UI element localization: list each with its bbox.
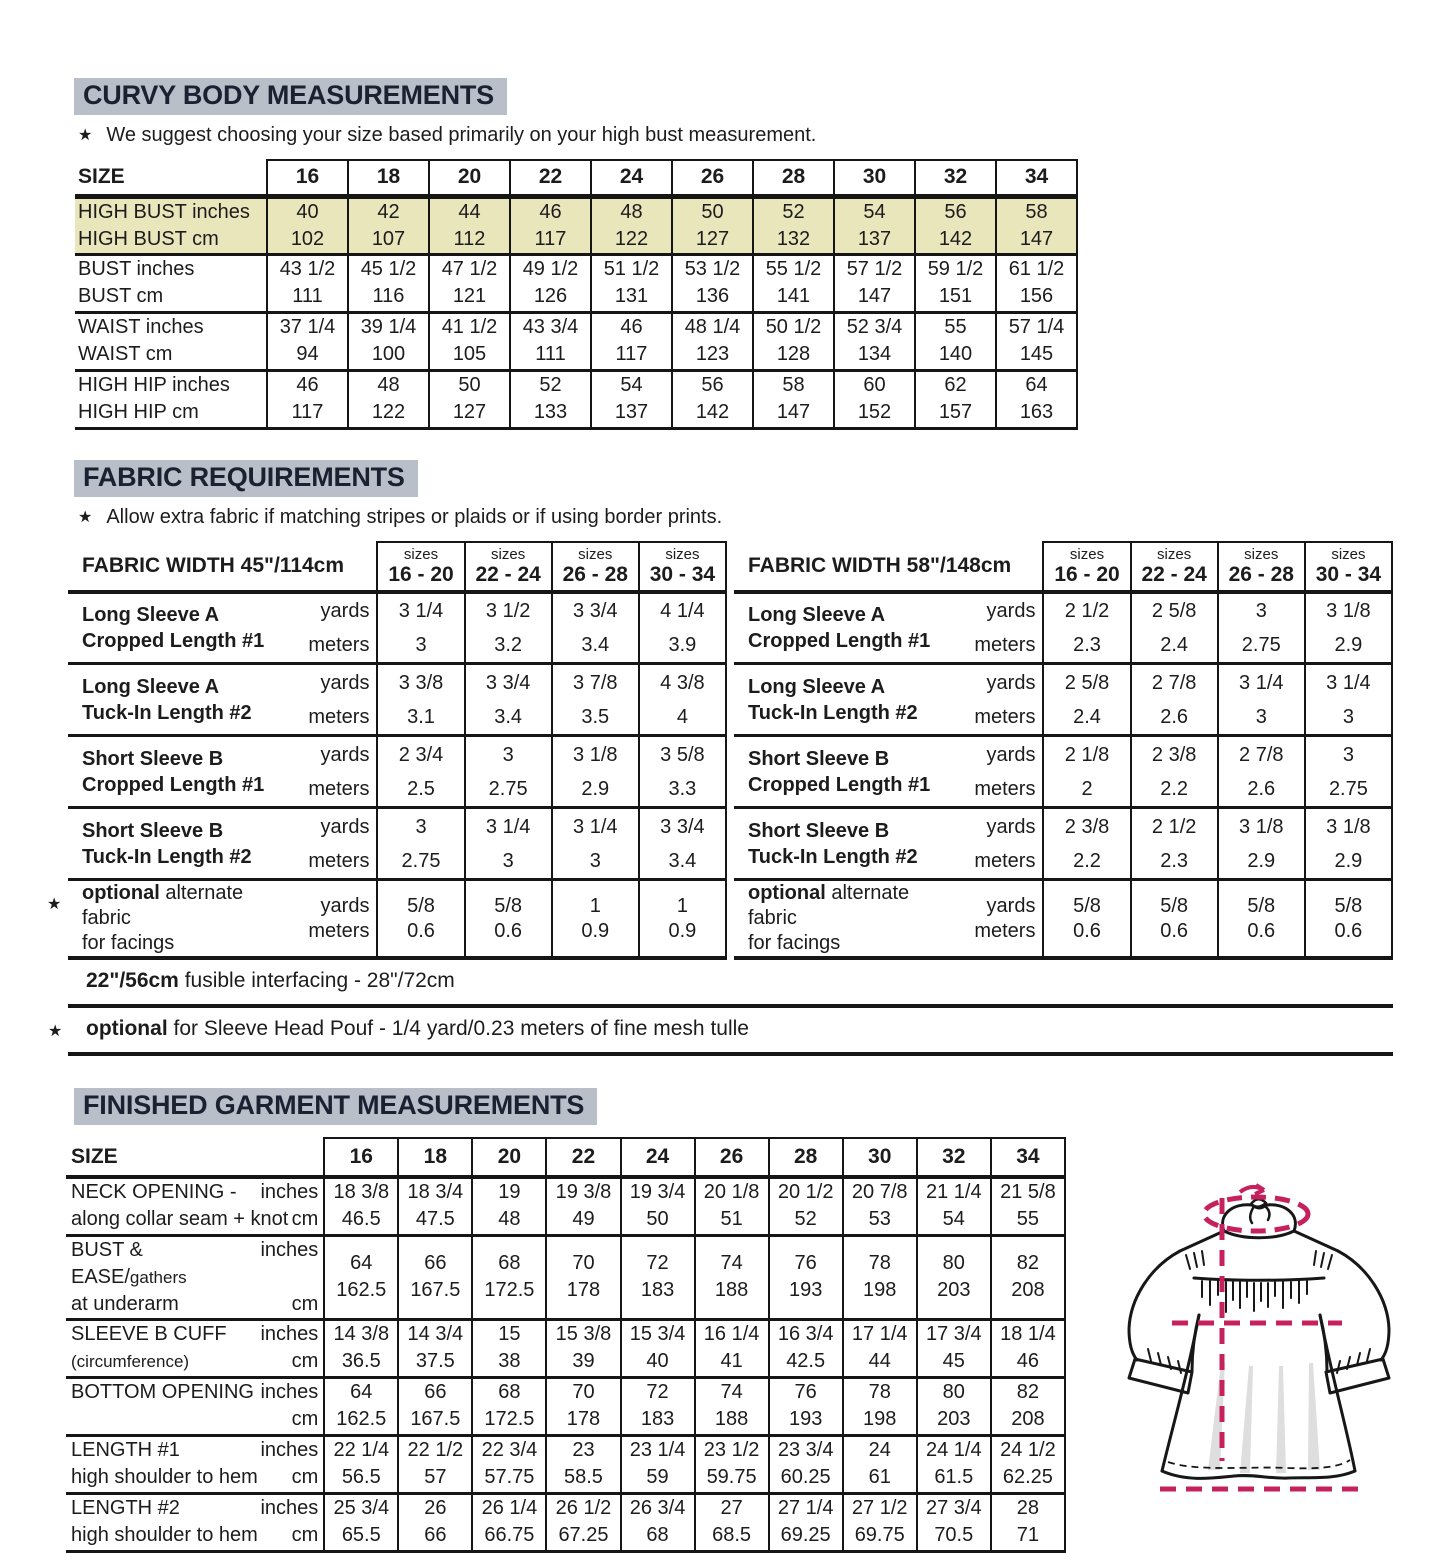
measurement-value: 17 3/4 45	[917, 1319, 991, 1377]
units-label: yards meters	[962, 808, 1043, 880]
yardage-value: 5/8 0.6	[465, 880, 552, 959]
section-title-finished-measurements: FINISHED GARMENT MEASUREMENTS	[74, 1088, 597, 1125]
fabric-requirement-row	[734, 664, 1392, 736]
body-measurement-row	[75, 254, 1077, 312]
size-column-header: 30	[843, 1138, 917, 1177]
units-label: yards meters	[962, 880, 1043, 959]
measurement-value: 78 198	[843, 1377, 917, 1435]
measurement-value: 62 157	[915, 370, 996, 428]
fabric-table	[47, 541, 727, 961]
fabric-requirement-row	[68, 736, 726, 808]
measurement-value: 23 58.5	[546, 1435, 620, 1493]
yardage-value: 2 7/8 2.6	[1131, 664, 1218, 736]
measurement-value: 76 193	[769, 1235, 843, 1319]
measurement-value: 68 172.5	[472, 1235, 546, 1319]
measurement-value: 21 5/8 55	[991, 1177, 1065, 1235]
fabric-row-label: Short Sleeve B Tuck-In Length #2	[68, 808, 296, 880]
measurement-value: 48 122	[348, 370, 429, 428]
pleat-shading	[1208, 1363, 1320, 1473]
yardage-value: 5/8 0.6	[1218, 880, 1305, 959]
measurement-value: 18 1/4 46	[991, 1319, 1065, 1377]
measurement-value: 61 1/2 156	[996, 254, 1077, 312]
unit-label: cm	[291, 1466, 319, 1488]
gather-marks	[1148, 1251, 1370, 1373]
size-column-header: 20	[429, 160, 510, 196]
measurement-value: 64 162.5	[324, 1377, 398, 1435]
yardage-value: 3 1/8 2.9	[552, 736, 639, 808]
measurement-value: 52 132	[753, 196, 834, 254]
measurement-value: 23 1/2 59.75	[695, 1435, 769, 1493]
tulle-note-text: for Sleeve Head Pouf - 1/4 yard/0.23 meters of fine mesh tulle	[173, 1017, 749, 1040]
yardage-value: 2 1/2 2.3	[1131, 808, 1218, 880]
size-label: SIZE	[66, 1138, 324, 1177]
measurement-value: 27 1/4 69.25	[769, 1493, 843, 1551]
measurement-value: 59 1/2 151	[915, 254, 996, 312]
yardage-value: 1 0.9	[552, 880, 639, 959]
fabric-requirement-row	[734, 592, 1392, 664]
yardage-value: 5/8 0.6	[1131, 880, 1218, 959]
measurement-value: 39 1/4 100	[348, 312, 429, 370]
fabric-requirement-row	[734, 808, 1392, 880]
measurement-value: 80 203	[917, 1235, 991, 1319]
measurement-value: 82 208	[991, 1235, 1065, 1319]
fabric-header-row	[734, 542, 1392, 592]
measurement-value: 43 3/4 111	[510, 312, 591, 370]
row-label: LENGTH #2 inches high shoulder to hem cm	[66, 1493, 324, 1551]
measurement-value: 50 1/2 128	[753, 312, 834, 370]
size-header-row	[75, 160, 1077, 196]
measurement-value: 14 3/8 36.5	[324, 1319, 398, 1377]
yardage-value: 3 3/8 3.1	[377, 664, 464, 736]
measurement-value: 52 133	[510, 370, 591, 428]
measurement-value: 48 122	[591, 196, 672, 254]
yardage-value: 3 1/4 3	[1305, 664, 1392, 736]
size-column-header: 34	[991, 1138, 1065, 1177]
unit-label: cm	[291, 1350, 319, 1372]
finished-measurement-row	[66, 1177, 1065, 1235]
measurement-value: 56 142	[915, 196, 996, 254]
measurement-value: 25 3/4 65.5	[324, 1493, 398, 1551]
size-group-header: sizes 16 - 20	[377, 542, 464, 592]
star-icon: ★	[47, 896, 62, 913]
fabric-header-row	[68, 542, 726, 592]
size-column-header: 28	[753, 160, 834, 196]
yardage-value: 3 1/2 3.2	[465, 592, 552, 664]
yardage-value: 3 3/4 3.4	[552, 592, 639, 664]
size-column-header: 24	[621, 1138, 695, 1177]
yardage-value: 5/8 0.6	[1043, 880, 1130, 959]
measurement-value: 78 198	[843, 1235, 917, 1319]
unit-label: inches	[260, 1238, 319, 1261]
yardage-value: 2 3/4 2.5	[377, 736, 464, 808]
optional-fabric-label: ★ optional alternate fabric for facings	[68, 880, 296, 959]
units-label: yards meters	[296, 808, 377, 880]
measurement-value: 16 3/4 42.5	[769, 1319, 843, 1377]
size-group-header: sizes 22 - 24	[1131, 542, 1218, 592]
fabric-tables	[47, 541, 1393, 961]
fabric-row-label: Short Sleeve B Tuck-In Length #2	[734, 808, 962, 880]
measurement-value: 42 107	[348, 196, 429, 254]
measurement-value: 26 1/4 66.75	[472, 1493, 546, 1551]
measurement-value: 16 1/4 41	[695, 1319, 769, 1377]
star-icon: ★	[78, 508, 93, 526]
fabric-width-label: FABRIC WIDTH 45"/114cm	[68, 542, 377, 592]
size-column-header: 20	[472, 1138, 546, 1177]
body-measurement-row	[75, 312, 1077, 370]
fabric-requirement-row	[68, 664, 726, 736]
measurement-value: 54 137	[591, 370, 672, 428]
measurement-value: 26 66	[398, 1493, 472, 1551]
measurement-value: 18 3/4 47.5	[398, 1177, 472, 1235]
fabric-requirement-row	[68, 808, 726, 880]
yardage-value: 2 3/8 2.2	[1043, 808, 1130, 880]
measurement-value: 15 3/8 39	[546, 1319, 620, 1377]
row-label: BOTTOM OPENING inches cm	[66, 1377, 324, 1435]
fabric-tables-block	[47, 541, 1393, 1057]
measurement-value: 53 1/2 136	[672, 254, 753, 312]
measurement-value: 46 117	[591, 312, 672, 370]
yardage-value: 5/8 0.6	[1305, 880, 1392, 959]
measurement-value: 80 203	[917, 1377, 991, 1435]
yardage-value: 3 1/8 2.9	[1218, 808, 1305, 880]
size-column-header: 16	[324, 1138, 398, 1177]
unit-label: inches	[260, 1181, 319, 1204]
fabric-width-label: FABRIC WIDTH 58"/148cm	[734, 542, 1043, 592]
yardage-value: 3 1/8 2.9	[1305, 592, 1392, 664]
yardage-value: 3 1/4 3	[1218, 664, 1305, 736]
measurement-value: 26 1/2 67.25	[546, 1493, 620, 1551]
measurement-value: 52 3/4 134	[834, 312, 915, 370]
unit-label: cm	[291, 1208, 319, 1231]
size-column-header: 18	[348, 160, 429, 196]
yardage-value: 3 7/8 3.5	[552, 664, 639, 736]
optional-fabric-row	[734, 880, 1392, 959]
section-title-fabric-requirements: FABRIC REQUIREMENTS	[74, 460, 418, 497]
measurement-value: 28 71	[991, 1493, 1065, 1551]
measurement-value: 48 1/4 123	[672, 312, 753, 370]
units-label: yards meters	[296, 592, 377, 664]
units-label: yards meters	[296, 736, 377, 808]
note-text: Allow extra fabric if matching stripes or plaids or if using border prints.	[106, 505, 723, 528]
row-label: LENGTH #1 inches high shoulder to hem cm	[66, 1435, 324, 1493]
finished-measurements-section	[68, 1088, 1445, 1553]
section-title-body-measurements: CURVY BODY MEASUREMENTS	[74, 78, 507, 115]
finished-measurement-row	[66, 1235, 1065, 1319]
hem-stitch-line	[1168, 1460, 1350, 1468]
measurement-value: 24 1/2 62.25	[991, 1435, 1065, 1493]
finished-measurement-row	[66, 1435, 1065, 1493]
row-label: HIGH HIP inches HIGH HIP cm	[75, 370, 267, 428]
finished-measurements-block	[68, 1137, 1445, 1553]
interfacing-note	[68, 960, 1393, 1008]
fabric-row-label: Short Sleeve B Cropped Length #1	[734, 736, 962, 808]
measurement-value: 27 1/2 69.75	[843, 1493, 917, 1551]
row-label: BUST inches BUST cm	[75, 254, 267, 312]
measurement-value: 54 137	[834, 196, 915, 254]
finished-measurement-row	[66, 1377, 1065, 1435]
measurement-value: 24 61	[843, 1435, 917, 1493]
measurement-value: 19 3/8 49	[546, 1177, 620, 1235]
measurement-value: 20 7/8 53	[843, 1177, 917, 1235]
measurement-value: 22 1/4 56.5	[324, 1435, 398, 1493]
row-label: WAIST inches WAIST cm	[75, 312, 267, 370]
fabric-requirements-section	[47, 460, 1445, 1057]
yardage-value: 2 1/2 2.3	[1043, 592, 1130, 664]
measurement-value: 19 3/4 50	[621, 1177, 695, 1235]
star-icon: ★	[78, 127, 93, 144]
row-label: HIGH BUST inches HIGH BUST cm	[75, 196, 267, 254]
measurement-value: 43 1/2 111	[267, 254, 348, 312]
finished-measurement-row	[66, 1319, 1065, 1377]
measurement-value: 27 68.5	[695, 1493, 769, 1551]
yardage-value: 3 1/8 2.9	[1305, 808, 1392, 880]
yardage-value: 3 3/4 3.4	[639, 808, 726, 880]
yardage-value: 2 1/8 2	[1043, 736, 1130, 808]
measurement-value: 58 147	[996, 196, 1077, 254]
measurement-value: 66 167.5	[398, 1377, 472, 1435]
yardage-value: 3 2.75	[465, 736, 552, 808]
measurement-value: 55 140	[915, 312, 996, 370]
unit-label: inches	[260, 1323, 319, 1345]
tulle-note-bold: optional	[86, 1017, 168, 1040]
fabric-row-label: Long Sleeve A Tuck-In Length #2	[734, 664, 962, 736]
measurement-value: 82 208	[991, 1377, 1065, 1435]
measurement-value: 44 112	[429, 196, 510, 254]
size-column-header: 24	[591, 160, 672, 196]
measurement-value: 57 1/4 145	[996, 312, 1077, 370]
fabric-row-label: Long Sleeve A Cropped Length #1	[734, 592, 962, 664]
measurement-value: 58 147	[753, 370, 834, 428]
size-header-row	[66, 1138, 1065, 1177]
yardage-value: 2 5/8 2.4	[1131, 592, 1218, 664]
size-group-header: sizes 22 - 24	[465, 542, 552, 592]
measurement-value: 19 48	[472, 1177, 546, 1235]
optional-fabric-label: optional alternate fabric for facings	[734, 880, 962, 959]
yardage-value: 3 1/4 3	[552, 808, 639, 880]
measurement-value: 70 178	[546, 1377, 620, 1435]
measurement-value: 45 1/2 116	[348, 254, 429, 312]
measurement-value: 64 163	[996, 370, 1077, 428]
measurement-value: 51 1/2 131	[591, 254, 672, 312]
measurement-value: 50 127	[429, 370, 510, 428]
measurement-value: 18 3/8 46.5	[324, 1177, 398, 1235]
units-label: yards meters	[296, 664, 377, 736]
fabric-note	[78, 506, 1445, 529]
yardage-value: 3 3/4 3.4	[465, 664, 552, 736]
units-label: yards meters	[962, 664, 1043, 736]
fabric-row-label: Short Sleeve B Cropped Length #1	[68, 736, 296, 808]
units-label: yards meters	[962, 592, 1043, 664]
measurement-value: 15 38	[472, 1319, 546, 1377]
measurement-value: 46 117	[510, 196, 591, 254]
measurement-value: 55 1/2 141	[753, 254, 834, 312]
unit-label: cm	[291, 1292, 319, 1315]
row-label: SLEEVE B CUFF inches (circumference) cm	[66, 1319, 324, 1377]
garment-illustration-wrap	[1102, 1183, 1442, 1553]
yardage-value: 5/8 0.6	[377, 880, 464, 959]
measurement-value: 40 102	[267, 196, 348, 254]
measurement-value: 72 183	[621, 1377, 695, 1435]
yardage-value: 2 5/8 2.4	[1043, 664, 1130, 736]
measurement-value: 56 142	[672, 370, 753, 428]
size-column-header: 16	[267, 160, 348, 196]
measurement-value: 74 188	[695, 1235, 769, 1319]
measurement-value: 76 193	[769, 1377, 843, 1435]
size-column-header: 26	[695, 1138, 769, 1177]
units-label: yards meters	[296, 880, 377, 959]
size-label: SIZE	[75, 160, 267, 196]
measurement-value: 37 1/4 94	[267, 312, 348, 370]
size-column-header: 32	[917, 1138, 991, 1177]
row-label: NECK OPENING - inches along collar seam + knot cm	[66, 1177, 324, 1235]
optional-fabric-row	[68, 880, 726, 959]
size-column-header: 32	[915, 160, 996, 196]
yardage-value: 4 1/4 3.9	[639, 592, 726, 664]
measurement-value: 26 3/4 68	[621, 1493, 695, 1551]
measurement-guide-lines	[1160, 1185, 1358, 1489]
measurement-value: 41 1/2 105	[429, 312, 510, 370]
fabric-requirement-row	[68, 592, 726, 664]
unit-label: inches	[260, 1381, 319, 1403]
size-suggestion-note	[78, 124, 1445, 147]
measurement-value: 47 1/2 121	[429, 254, 510, 312]
size-column-header: 28	[769, 1138, 843, 1177]
measurement-value: 50 127	[672, 196, 753, 254]
body-measurement-row	[75, 370, 1077, 428]
measurement-value: 57 1/2 147	[834, 254, 915, 312]
yardage-value: 3 2.75	[1305, 736, 1392, 808]
measurement-value: 70 178	[546, 1235, 620, 1319]
yardage-value: 3 2.75	[1218, 592, 1305, 664]
yardage-value: 3 1/4 3	[377, 592, 464, 664]
yardage-value: 3 2.75	[377, 808, 464, 880]
measurement-value: 46 117	[267, 370, 348, 428]
units-label: yards meters	[962, 736, 1043, 808]
size-group-header: sizes 26 - 28	[1218, 542, 1305, 592]
size-column-header: 26	[672, 160, 753, 196]
interfacing-note-bold: 22"/56cm	[86, 969, 179, 992]
size-column-header: 34	[996, 160, 1077, 196]
measurement-value: 20 1/2 52	[769, 1177, 843, 1235]
measurement-value: 14 3/4 37.5	[398, 1319, 472, 1377]
unit-label: inches	[260, 1439, 319, 1461]
measurement-value: 20 1/8 51	[695, 1177, 769, 1235]
body-measurement-row	[75, 196, 1077, 254]
tulle-note	[48, 1008, 1393, 1056]
interfacing-note-text: fusible interfacing - 28"/72cm	[184, 969, 455, 992]
measurement-value: 49 1/2 126	[510, 254, 591, 312]
body-measurements-table	[75, 159, 1078, 430]
measurement-value: 22 1/2 57	[398, 1435, 472, 1493]
yardage-value: 2 7/8 2.6	[1218, 736, 1305, 808]
size-group-header: sizes 26 - 28	[552, 542, 639, 592]
unit-label: inches	[260, 1497, 319, 1519]
finished-measurement-row	[66, 1493, 1065, 1551]
measurement-value: 66 167.5	[398, 1235, 472, 1319]
measurement-value: 68 172.5	[472, 1377, 546, 1435]
yardage-value: 3 5/8 3.3	[639, 736, 726, 808]
measurement-value: 60 152	[834, 370, 915, 428]
yardage-value: 4 3/8 4	[639, 664, 726, 736]
finished-measurements-table	[66, 1137, 1066, 1553]
measurement-value: 17 1/4 44	[843, 1319, 917, 1377]
size-column-header: 22	[546, 1138, 620, 1177]
yardage-value: 2 3/8 2.2	[1131, 736, 1218, 808]
fabric-row-label: Long Sleeve A Tuck-In Length #2	[68, 664, 296, 736]
garment-illustration	[1102, 1183, 1442, 1513]
measurement-value: 24 1/4 61.5	[917, 1435, 991, 1493]
yardage-value: 3 1/4 3	[465, 808, 552, 880]
fabric-row-label: Long Sleeve A Cropped Length #1	[68, 592, 296, 664]
unit-label: cm	[291, 1524, 319, 1546]
measurement-value: 23 1/4 59	[621, 1435, 695, 1493]
yardage-value: 1 0.9	[639, 880, 726, 959]
star-icon: ★	[48, 1023, 63, 1040]
measurement-value: 72 183	[621, 1235, 695, 1319]
size-group-header: sizes 30 - 34	[1305, 542, 1392, 592]
measurement-value: 27 3/4 70.5	[917, 1493, 991, 1551]
note-text: We suggest choosing your size based primarily on your high bust measurement.	[106, 124, 817, 146]
measurement-value: 74 188	[695, 1377, 769, 1435]
measurement-value: 15 3/4 40	[621, 1319, 695, 1377]
size-column-header: 18	[398, 1138, 472, 1177]
fabric-table	[734, 541, 1393, 961]
measurement-value: 64 162.5	[324, 1235, 398, 1319]
size-group-header: sizes 16 - 20	[1043, 542, 1130, 592]
blouse-outline	[1129, 1199, 1389, 1478]
measurement-value: 21 1/4 54	[917, 1177, 991, 1235]
unit-label: cm	[291, 1408, 319, 1430]
measurement-value: 22 3/4 57.75	[472, 1435, 546, 1493]
row-label: BUST & EASE/gathers inches at underarm cm	[66, 1235, 324, 1319]
size-column-header: 22	[510, 160, 591, 196]
body-measurements-section	[68, 78, 1445, 430]
size-group-header: sizes 30 - 34	[639, 542, 726, 592]
fabric-requirement-row	[734, 736, 1392, 808]
measurement-value: 23 3/4 60.25	[769, 1435, 843, 1493]
size-column-header: 30	[834, 160, 915, 196]
